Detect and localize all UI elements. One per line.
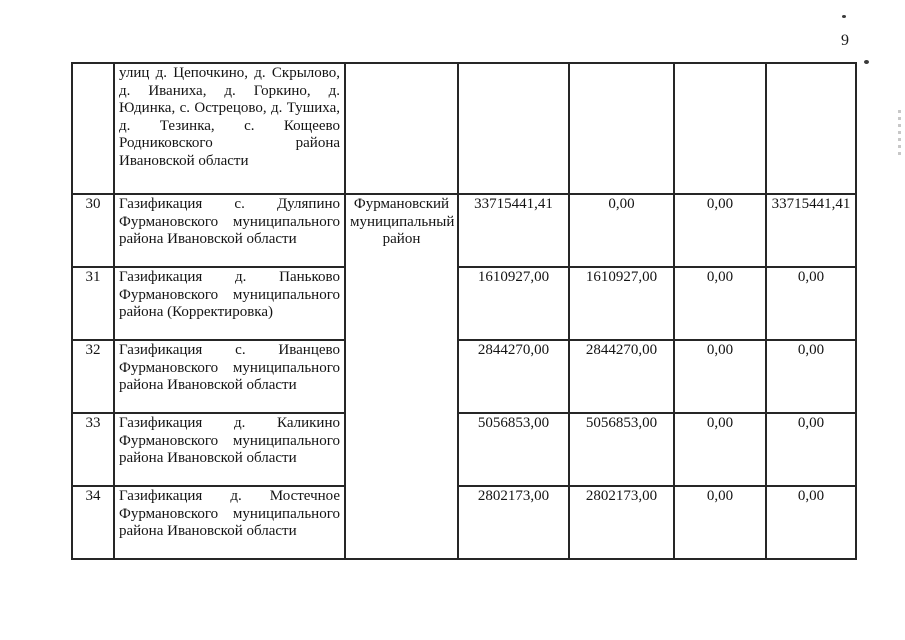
- row-number-cell: 32: [72, 340, 114, 413]
- description-cell: улиц д. Цепочкино, д. Скрылово, д. Иваниха, д. Горкино, д. Юдинка, с. Острецово, д. Тушиха, д. Тезинка, с. Кощеево Родниковского района Ивановской области: [114, 63, 345, 194]
- row-number-cell: 31: [72, 267, 114, 340]
- table-row-carryover: [72, 63, 856, 194]
- value-cell: 0,00: [674, 340, 766, 413]
- row-number-cell: 34: [72, 486, 114, 559]
- row-number-cell: 33: [72, 413, 114, 486]
- description-cell: Газификация д. Мостечное Фурмановского муниципального района Ивановской области: [114, 486, 345, 559]
- value-cell: 0,00: [674, 267, 766, 340]
- value-cell: 2802173,00: [458, 486, 569, 559]
- district-cell: Фурмановский муниципальный район: [345, 194, 458, 559]
- value-cell: [674, 63, 766, 194]
- value-cell: 0,00: [766, 267, 856, 340]
- value-cell: 2844270,00: [458, 340, 569, 413]
- row-number-cell: [72, 63, 114, 194]
- district-cell: [345, 63, 458, 194]
- table-row-31: [72, 267, 856, 340]
- value-cell: 1610927,00: [458, 267, 569, 340]
- gasification-projects-table: [71, 62, 857, 560]
- value-cell: 5056853,00: [569, 413, 674, 486]
- value-cell: 0,00: [674, 194, 766, 267]
- table-row-34: [72, 486, 856, 559]
- value-cell: 0,00: [766, 486, 856, 559]
- row-number-cell: 30: [72, 194, 114, 267]
- value-cell: 0,00: [674, 413, 766, 486]
- value-cell: 5056853,00: [458, 413, 569, 486]
- value-cell: 0,00: [766, 413, 856, 486]
- table-row-30: [72, 194, 856, 267]
- value-cell: [766, 63, 856, 194]
- value-cell: [569, 63, 674, 194]
- table-row-33: [72, 413, 856, 486]
- description-cell: Газификация с. Дуляпино Фурмановского муниципального района Ивановской области: [114, 194, 345, 267]
- value-cell: 2844270,00: [569, 340, 674, 413]
- value-cell: 0,00: [569, 194, 674, 267]
- description-cell: Газификация с. Иванцево Фурмановского муниципального района Ивановской области: [114, 340, 345, 413]
- table-row-32: [72, 340, 856, 413]
- scan-artifact-dashes: [898, 110, 901, 158]
- scan-artifact-dot: [864, 60, 869, 64]
- value-cell: [458, 63, 569, 194]
- value-cell: 33715441,41: [766, 194, 856, 267]
- value-cell: 0,00: [674, 486, 766, 559]
- page-number: 9: [841, 32, 849, 49]
- description-cell: Газификация д. Паньково Фурмановского муниципального района (Корректировка): [114, 267, 345, 340]
- value-cell: 33715441,41: [458, 194, 569, 267]
- description-cell: Газификация д. Каликино Фурмановского муниципального района Ивановской области: [114, 413, 345, 486]
- scan-artifact-dot: [842, 15, 846, 18]
- value-cell: 1610927,00: [569, 267, 674, 340]
- value-cell: 0,00: [766, 340, 856, 413]
- value-cell: 2802173,00: [569, 486, 674, 559]
